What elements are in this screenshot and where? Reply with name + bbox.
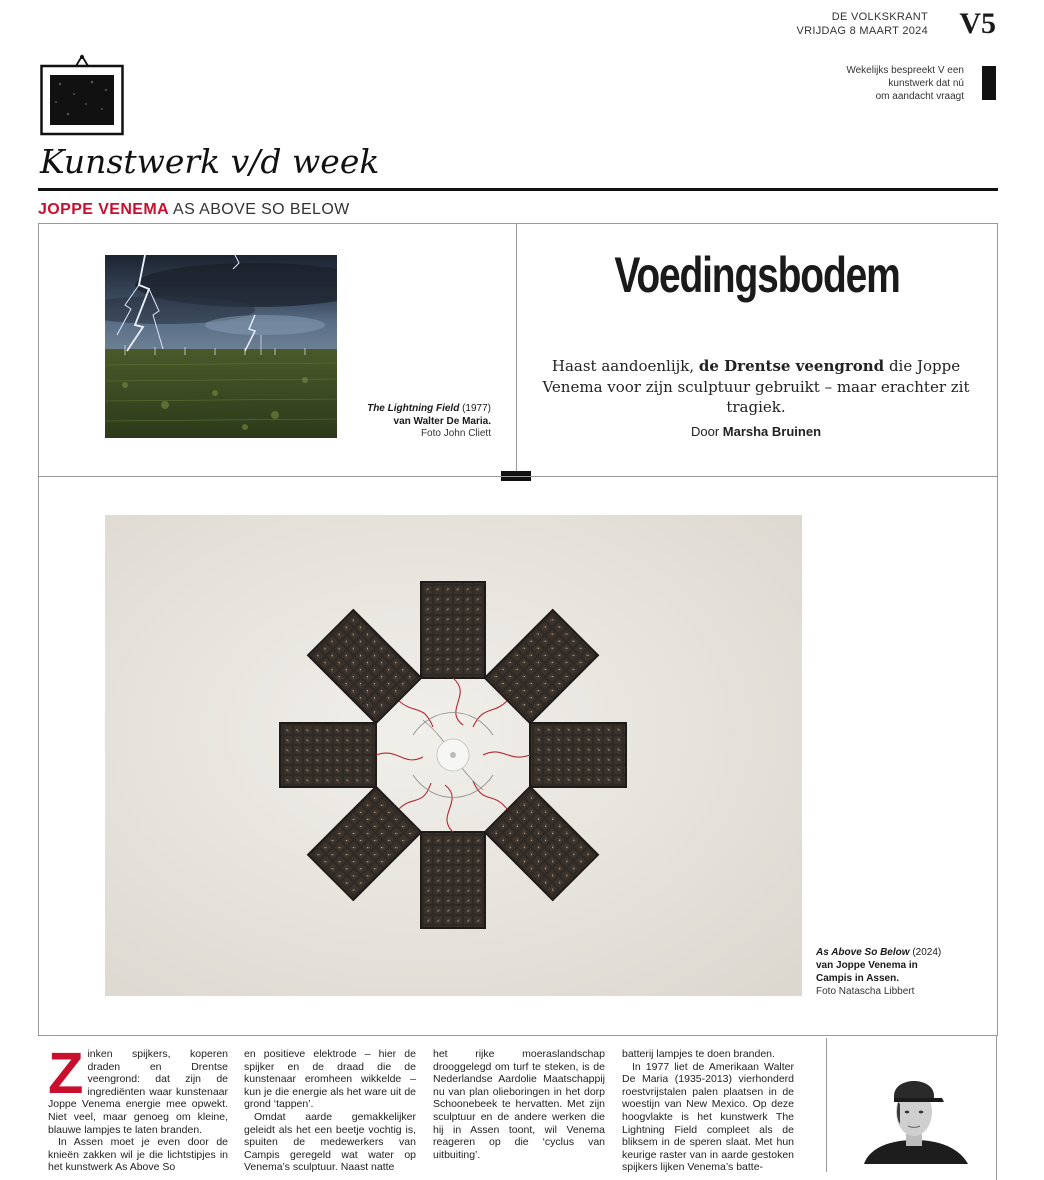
article-paragraph: Omdat aarde gemakkelijker geleidt als het een beetje vochtig is, spuiten de medewerkers van Campis geregeld wat water op Venema’s sculptuur. Naast natte (244, 1110, 416, 1174)
byline (540, 423, 972, 441)
section-rule (38, 188, 998, 191)
blurb-line: kunstwerk dat nú (888, 78, 964, 89)
photo2-caption-title (816, 946, 984, 959)
article-paragraph: inken spijkers, koperen draden en Drentse veengrond: dat zijn de ingrediënten waar kunstenaar Joppe Venema energie mee opwekt. Niet veel, maar genoeg om kleine, blauwe lampjes te laten branden. (48, 1048, 228, 1136)
page-edge-rule (996, 1036, 997, 1180)
photo1-caption-title (341, 403, 491, 416)
photo1-caption-work: The Lightning Field (367, 403, 460, 414)
photo1-caption-artist: van Walter De Maria. (393, 415, 491, 427)
photo2-caption-work: As Above So Below (816, 947, 910, 958)
kicker-work: AS ABOVE SO BELOW (173, 201, 350, 218)
paper-date: VRIJDAG 8 MAART 2024 (796, 25, 928, 37)
lede-part2: die Joppe Venema voor zijn sculptuur gebruikt – maar erachter zit tragiek. (542, 357, 970, 416)
intro-divider (516, 223, 517, 477)
photo1-caption (341, 403, 491, 441)
blurb-bar (982, 66, 996, 100)
lede (540, 356, 972, 418)
section-title: Kunstwerk v/d week (40, 142, 380, 181)
framed-picture-icon (40, 54, 124, 136)
kicker-artist: JOPPE VENEMA (38, 201, 170, 218)
article-paragraph: batterij lampjes te doen branden. (622, 1048, 775, 1060)
article-paragraph: In 1977 liet de Amerikaan Walter De Maria (1935-2013) vierhonderd roestvrijstalen palen plaatsen in de woestijn van New Mexico. Op deze hoogvlakte is het kunstwerk The Lightning Field compleet als de bliksem in de speren slaat. Met hun keurige raster van in aarde gestoken spijkers lijken Venema’s batte- (622, 1060, 794, 1174)
drop-cap: Z (48, 1041, 84, 1106)
article-column-4 (622, 1048, 794, 1174)
lightning-field-photo (105, 255, 337, 438)
article-column-3 (433, 1048, 605, 1161)
photo2-caption-credit: Foto Natascha Libbert (816, 986, 915, 997)
byline-prefix: Door (690, 424, 723, 439)
paper-info (796, 10, 928, 38)
author-portrait (850, 1062, 980, 1164)
photo1-caption-credit: Foto John Cliett (420, 428, 491, 439)
lede-bold: de Drentse veengrond (698, 357, 885, 375)
author-column-rule (826, 1038, 827, 1172)
article-column-1 (48, 1041, 228, 1174)
lede-part1: Haast aandoenlijk, (551, 357, 699, 375)
paper-name: DE VOLKSKRANT (831, 11, 928, 23)
photo2-caption-artist: van Joppe Venema in (816, 960, 918, 971)
photo1-caption-year: (1977) (459, 403, 491, 414)
article-paragraph: het rijke moeraslandschap drooggelegd om turf te steken, is de Nederlandse Aardolie Maatschappij nu van plan olieboringen in het dorp Schoonebeek te hervatten. Met zijn sculptuur en de andere werken die hij in Assen toont, wil Venema reageren op die ‘cyclus van uitbuiting’. (433, 1048, 605, 1161)
photo2-caption (816, 946, 984, 998)
headline: Voedingsbodem (614, 247, 900, 303)
blurb-line: om aandacht vraagt (875, 91, 964, 102)
kicker (38, 199, 350, 221)
blurb-line: Wekelijks bespreekt V een (846, 65, 964, 76)
article-paragraph: en positieve elektrode – hier de spijker en de draad die de kunstenaar eromheen wikkelde – kun je die energie als het ware uit de grond ‘tappen’. (244, 1048, 416, 1111)
photo2-caption-location: Campis in Assen. (816, 973, 899, 984)
photo2-caption-year: (2024) (909, 947, 942, 958)
section-blurb (794, 64, 964, 103)
article-paragraph: In Assen moet je even door de knieën zakken wil je die lichtstipjes in het kunstwerk As Above So (48, 1136, 228, 1174)
page-number: V5 (959, 7, 996, 40)
byline-author: Marsha Bruinen (722, 424, 822, 439)
article-column-2 (244, 1048, 416, 1174)
sculpture-photo (105, 515, 802, 996)
